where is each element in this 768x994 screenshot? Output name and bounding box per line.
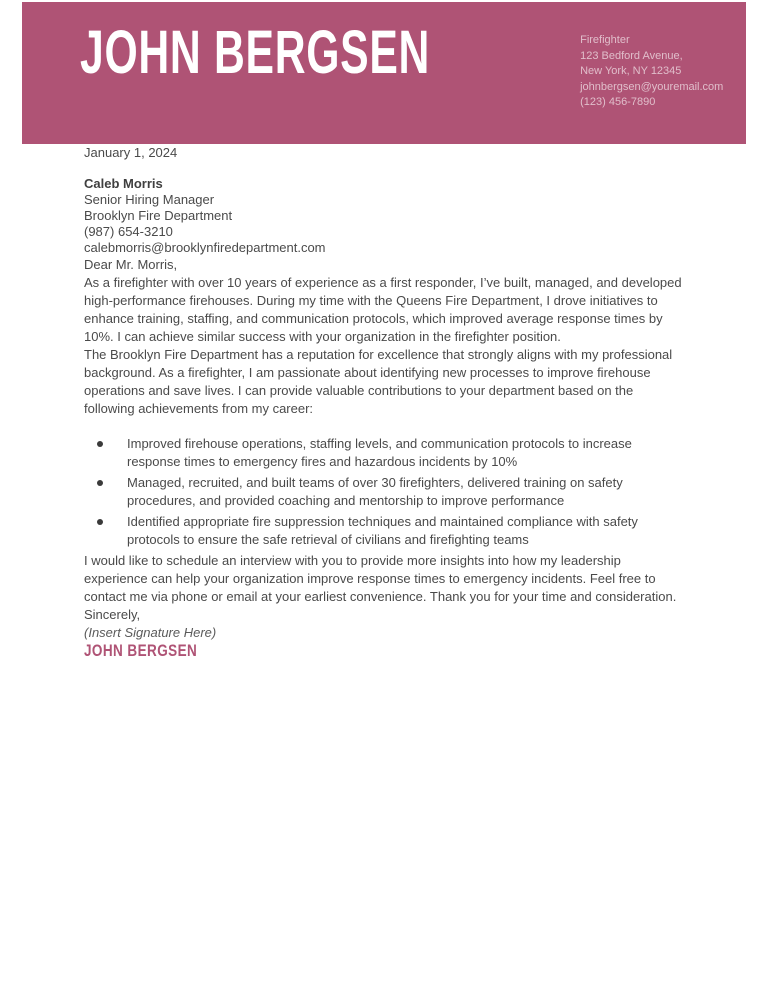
recipient-title: Senior Hiring Manager [84,192,215,207]
list-item-text: Managed, recruited, and built teams of over 30 firefighters, delivered training on safety procedures, and provided coaching and mentorship to improve performance [127,475,623,508]
recipient-phone: (987) 654-3210 [84,224,173,239]
bullet-icon [97,441,103,447]
bullet-icon [97,519,103,525]
contact-job-title: Firefighter [580,34,630,46]
applicant-name-heading: JOHN BERGSEN [80,18,431,86]
list-item [84,513,684,549]
list-item [84,435,684,471]
header-contact-block [580,2,768,111]
signature-name-block [84,642,684,661]
recipient-block [84,176,684,256]
header-band [22,2,746,144]
bullet-icon [97,480,103,486]
list-item-text: Improved firehouse operations, staffing levels, and communication protocols to increase response times to emergency fires and hazardous incidents by 10% [127,436,632,469]
paragraph-body: The Brooklyn Fire Department has a reputation for excellence that strongly aligns with my professional background. As a firefighter, I am passionate about identifying new processes to improve firehouse operations and save lives. I can provide valuable contributions to your department based on the following achievements from my career: [84,347,673,416]
contact-address-line2: New York, NY 12345 [580,65,682,77]
letter-body [0,144,768,661]
letter-date: January 1, 2024 [84,145,178,160]
signature-placeholder: (Insert Signature Here) [84,625,217,640]
closing-paragraph: I would like to schedule an interview with you to provide more insights into how my leadership experience can help your organization improve response times to emergency incidents. Feel free to contact me via phone or email at your earliest convenience. Thank you for your time and consideration. [84,553,677,604]
contact-email: johnbergsen@youremail.com [580,80,724,93]
contact-phone: (123) 456-7890 [580,96,656,108]
achievements-list [84,435,684,549]
list-item-text: Identified appropriate fire suppression techniques and maintained compliance with safety protocols to ensure the safe retrieval of civilians and firefighting teams [127,514,638,547]
signature-name: JOHN BERGSEN [84,642,198,660]
salutation: Dear Mr. Morris, [84,257,178,272]
paragraph-intro: As a firefighter with over 10 years of experience as a first responder, I’ve built, managed, and developed high-performance firehouses. During my time with the Queens Fire Department, I drove initiatives to enhance training, staffing, and communication protocols, which improved average response times by 10%. I can achieve similar success with your organization in the firefighter position. [84,275,682,344]
contact-address-line1: 123 Bedford Avenue, [580,49,683,62]
recipient-organization: Brooklyn Fire Department [84,208,233,223]
list-item [84,474,684,510]
recipient-name: Caleb Morris [84,176,163,191]
sign-off: Sincerely, [84,607,141,622]
recipient-email: calebmorris@brooklynfiredepartment.com [84,240,326,255]
header-name-block [22,2,580,86]
